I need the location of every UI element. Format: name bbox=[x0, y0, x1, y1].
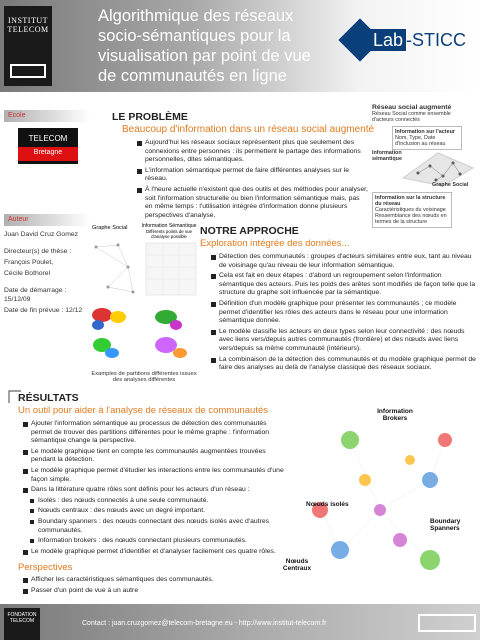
graphe-social-caption: Graphe Social bbox=[92, 225, 128, 231]
approche-heading: NOTRE APPROCHE bbox=[200, 225, 299, 237]
tb-logo-text1: TELECOM bbox=[28, 134, 68, 143]
probleme-heading: LE PROBLÈME bbox=[112, 111, 188, 123]
card1-title: Information sur l'acteur bbox=[395, 129, 455, 135]
card2-line1: Caractéristiques du voisinage bbox=[375, 207, 446, 213]
partitions-svg bbox=[88, 237, 200, 367]
footer bbox=[0, 604, 480, 640]
list-item: L'information sémantique permet de faire différentes analyses sur le réseau. bbox=[136, 167, 368, 184]
list-item: Dans la littérature quatre rôles sont définis pour les acteurs d'un réseau : bbox=[22, 486, 284, 495]
institut-telecom-logo bbox=[4, 6, 52, 86]
role-item: Isolés : des nœuds connectés à une seule communauté. bbox=[22, 497, 284, 506]
approche-list bbox=[210, 253, 476, 375]
card2-line2: Ressemblance des nœuds en termes de la structure bbox=[375, 213, 447, 225]
list-item: Le modèle graphique tient en compte les communautés augmentées trouvées pendant la détection. bbox=[22, 448, 284, 465]
card1-line2: d'inclusion au réseau bbox=[395, 141, 446, 147]
director-2: Cécile Bothorel bbox=[4, 270, 51, 277]
perspectives-heading: Perspectives bbox=[18, 562, 73, 573]
footer-glyph-logo bbox=[418, 614, 476, 632]
graphe-social-label: Graphe Social bbox=[432, 182, 469, 188]
list-item: Passer d'un point de vue à un autre bbox=[22, 587, 282, 596]
reseau-augmente-box bbox=[372, 104, 476, 225]
it-logo-glyph bbox=[10, 64, 46, 78]
list-item: Cela est fait en deux étapes : d'abord un regroupement selon l'information sémantique des acteurs. Puis les poids des arêtes sont modifiés de façon telle que la structure du graphe soit influencée par la sémantique. bbox=[210, 272, 476, 298]
card2-title: Information sur la structure du réseau bbox=[375, 195, 446, 207]
sidebar bbox=[4, 110, 90, 317]
spanners-label: Boundary Spanners bbox=[430, 518, 461, 532]
info-sem-title: Information Sémantique bbox=[141, 223, 197, 229]
poster-title: Algorithmique des réseaux socio-sémantiques pour la visualisation par point de vue de communautés en ligne bbox=[98, 7, 311, 85]
resultats-subtitle: Un outil pour aider à l'analyse de réseaux de communautés bbox=[18, 405, 269, 416]
directeurs-label: Directeur(s) de thèse : bbox=[4, 248, 72, 255]
telecom-bretagne-logo bbox=[18, 128, 78, 164]
header-banner bbox=[0, 0, 480, 92]
tb-logo-text2: Bretagne bbox=[18, 147, 78, 161]
role-item: Nœuds centraux : des nœuds avec un degré important. bbox=[22, 507, 284, 516]
brokers-label: Information Brokers bbox=[377, 408, 413, 422]
role-item: Information brokers : des nœuds connectant plusieurs communautés. bbox=[22, 537, 284, 546]
list-item: Définition d'un modèle graphique pour présenter les communautés ; ce modèle permet d'identifier les rôles des acteurs dans le réseau pour une information sémantique donnée. bbox=[210, 300, 476, 326]
lab-sticc-logo bbox=[340, 18, 475, 68]
partitions-caption: Examples de partitions différentes issues des analyses différentes bbox=[91, 371, 197, 383]
structure-info-card bbox=[372, 192, 452, 228]
reseau-title: Réseau social augmenté bbox=[372, 104, 452, 111]
lab-logo-sticc: -STICC bbox=[406, 30, 467, 50]
list-item: Le modèle graphique permet d'étudier les interactions entre les communautés d'une façon simple. bbox=[22, 467, 284, 484]
list-item: À l'heure actuelle n'existent que des outils et des méthodes pour analyser, soit l'information structurelle ou bien l'information sémantique mais, pas en même temps : l'utilisation intégrée d'information donne plusieurs perspectives d'analyse. bbox=[136, 186, 368, 220]
info-semantique-label: Information sémantique bbox=[372, 150, 402, 162]
community-network-figure bbox=[280, 400, 476, 596]
auteur-label: Auteur bbox=[4, 214, 90, 226]
author-name: Juan David Cruz Gomez bbox=[4, 231, 79, 238]
role-item: Boundary spanners : des nœuds connectant des nœuds isolés avec d'autres communautés. bbox=[22, 518, 284, 535]
ecole-label: Ecole bbox=[4, 110, 90, 122]
list-item: Détection des communautés : groupes d'acteurs similaires entre eux, tant au niveau de voisinage qu'au niveau de leur information sémantique. bbox=[210, 253, 476, 270]
perspectives-list bbox=[22, 576, 282, 597]
card1-line1: Nom, Type, Date bbox=[395, 135, 436, 141]
it-logo-line1: INSTITUT bbox=[8, 16, 48, 25]
partitions-figure bbox=[88, 225, 200, 385]
contact-line: Contact : juan.cruzgomez@telecom-bretagne.eu - http://www.institut-telecom.fr bbox=[82, 620, 327, 627]
list-item: Aujourd'hui les réseaux sociaux représentent plus que seulement des connexions entre personnes : ils permettent le partage des informations personnelles, dites sémantiques. bbox=[136, 139, 368, 165]
resultats-list bbox=[22, 420, 284, 558]
isoles-label: Nœuds isolés bbox=[306, 501, 349, 508]
list-item: Ajouter l'information sémantique au processus de détection des communautés permet de trouver des partitions différentes pour le même graphe : l'information sémantique change la perspective. bbox=[22, 420, 284, 446]
fondation-telecom-logo: FONDATION TELECOM bbox=[4, 608, 40, 640]
start-date: Date de démarrage : 15/12/09 bbox=[4, 287, 67, 303]
list-item: Afficher les caractéristiques sémantiques des communautés. bbox=[22, 576, 282, 585]
list-item: La combinaison de la détection des communautés et du modèle graphique permet de faire des analyses au delà de l'analyse classique des réseaux sociaux. bbox=[210, 356, 476, 373]
list-item: Le modèle graphique permet d'identifier et d'analyser facilement ces quatre rôles. bbox=[22, 548, 284, 557]
resultats-heading: RÉSULTATS bbox=[18, 392, 79, 404]
actor-info-card bbox=[392, 126, 462, 150]
centraux-label: Nœuds Centraux bbox=[282, 558, 312, 572]
approche-subtitle: Exploration intégrée des données... bbox=[200, 238, 350, 249]
info-sem-sub: Différents points de vue d'analyse possible bbox=[145, 229, 193, 239]
it-logo-line2: TELECOM bbox=[7, 25, 49, 34]
probleme-list bbox=[136, 139, 368, 222]
director-1: François Poulet, bbox=[4, 259, 54, 266]
probleme-subtitle: Beaucoup d'information dans un réseau social augmenté bbox=[122, 124, 375, 135]
lab-logo-lab: Lab bbox=[370, 29, 406, 51]
end-date: Date de fin prévue : 12/12 bbox=[4, 307, 83, 314]
list-item: Le modèle classifie les acteurs en deux types selon leur connectivité : des nœuds avec liens vers/depuis autres communautés (frontière) et des nœuds avec liens vers/depuis sa même communauté (intérieurs). bbox=[210, 328, 476, 354]
reseau-subtitle: Réseau Social comme ensemble d'acteurs connectés bbox=[372, 111, 451, 123]
